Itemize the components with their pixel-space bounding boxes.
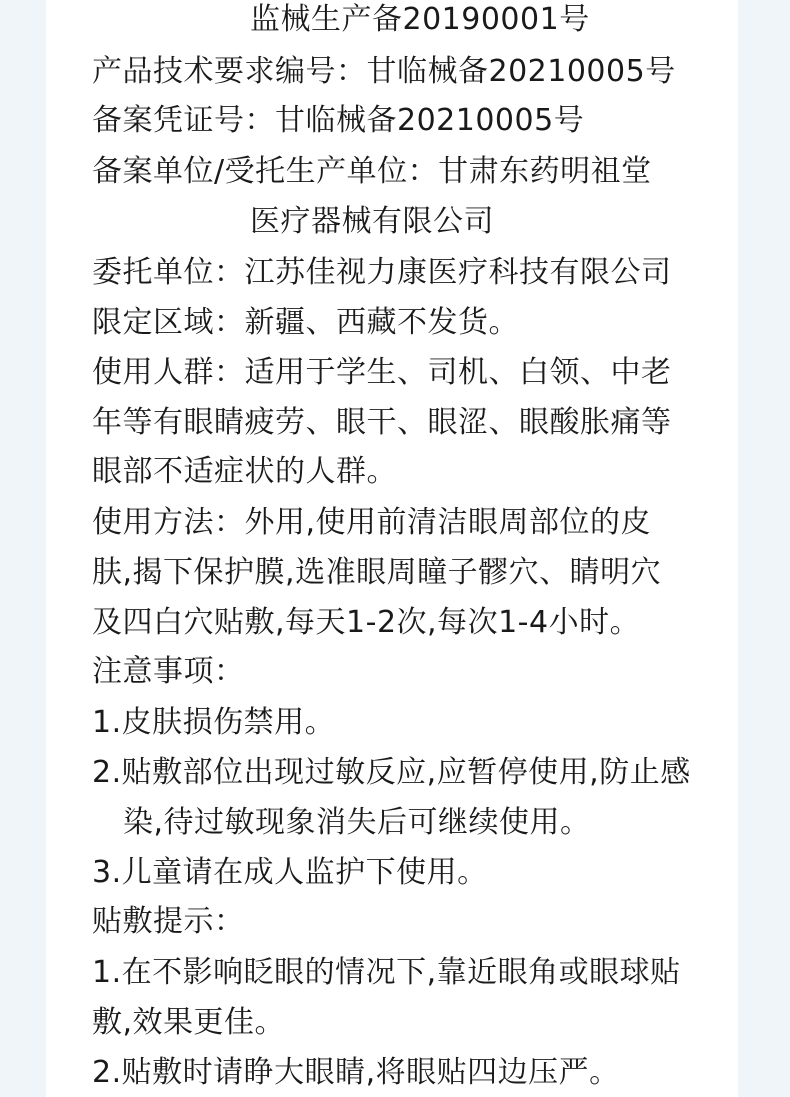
tip-item-1-cont: 敷,效果更佳。 [92, 1005, 286, 1040]
usage-method-line-cont: 肤,揭下保护膜,选准眼周瞳子髎穴、睛明穴 [92, 555, 662, 590]
manufacturer-line-cont: 医疗器械有限公司 [250, 204, 494, 239]
usage-method-line-end: 及四白穴贴敷,每天1-2次,每次1-4小时。 [92, 605, 641, 640]
tip-item-2: 2.贴敷时请睁大眼睛,将眼贴四边压严。 [92, 1055, 620, 1090]
application-tips-heading: 贴敷提示： [92, 904, 245, 939]
manufacturer-line: 备案单位/受托生产单位：甘肃东药明祖堂 [92, 154, 652, 189]
precaution-item-2-cont: 染,待过敏现象消失后可继续使用。 [123, 805, 591, 840]
target-users-line: 使用人群：适用于学生、司机、白领、中老 [92, 355, 672, 390]
registration-number-line: 监械生产备20190001号 [250, 2, 590, 37]
target-users-line-cont: 年等有眼睛疲劳、眼干、眼涩、眼酸胀痛等 [92, 405, 672, 440]
target-users-line-end: 眼部不适症状的人群。 [92, 454, 397, 489]
product-requirement-line: 产品技术要求编号：甘临械备20210005号 [92, 54, 676, 89]
entrusting-unit-line: 委托单位：江苏佳视力康医疗科技有限公司 [92, 255, 672, 290]
precaution-item-1: 1.皮肤损伤禁用。 [92, 705, 336, 740]
tip-item-1: 1.在不影响眨眼的情况下,靠近眼角或眼球贴 [92, 955, 681, 990]
precaution-item-3: 3.儿童请在成人监护下使用。 [92, 855, 488, 890]
precautions-heading: 注意事项： [92, 654, 245, 689]
restricted-area-line: 限定区域：新疆、西藏不发货。 [92, 305, 519, 340]
precaution-item-2: 2.贴敷部位出现过敏反应,应暂停使用,防止感 [92, 755, 691, 790]
usage-method-line: 使用方法：外用,使用前清洁眼周部位的皮 [92, 505, 652, 540]
record-certificate-line: 备案凭证号：甘临械备20210005号 [92, 103, 585, 138]
